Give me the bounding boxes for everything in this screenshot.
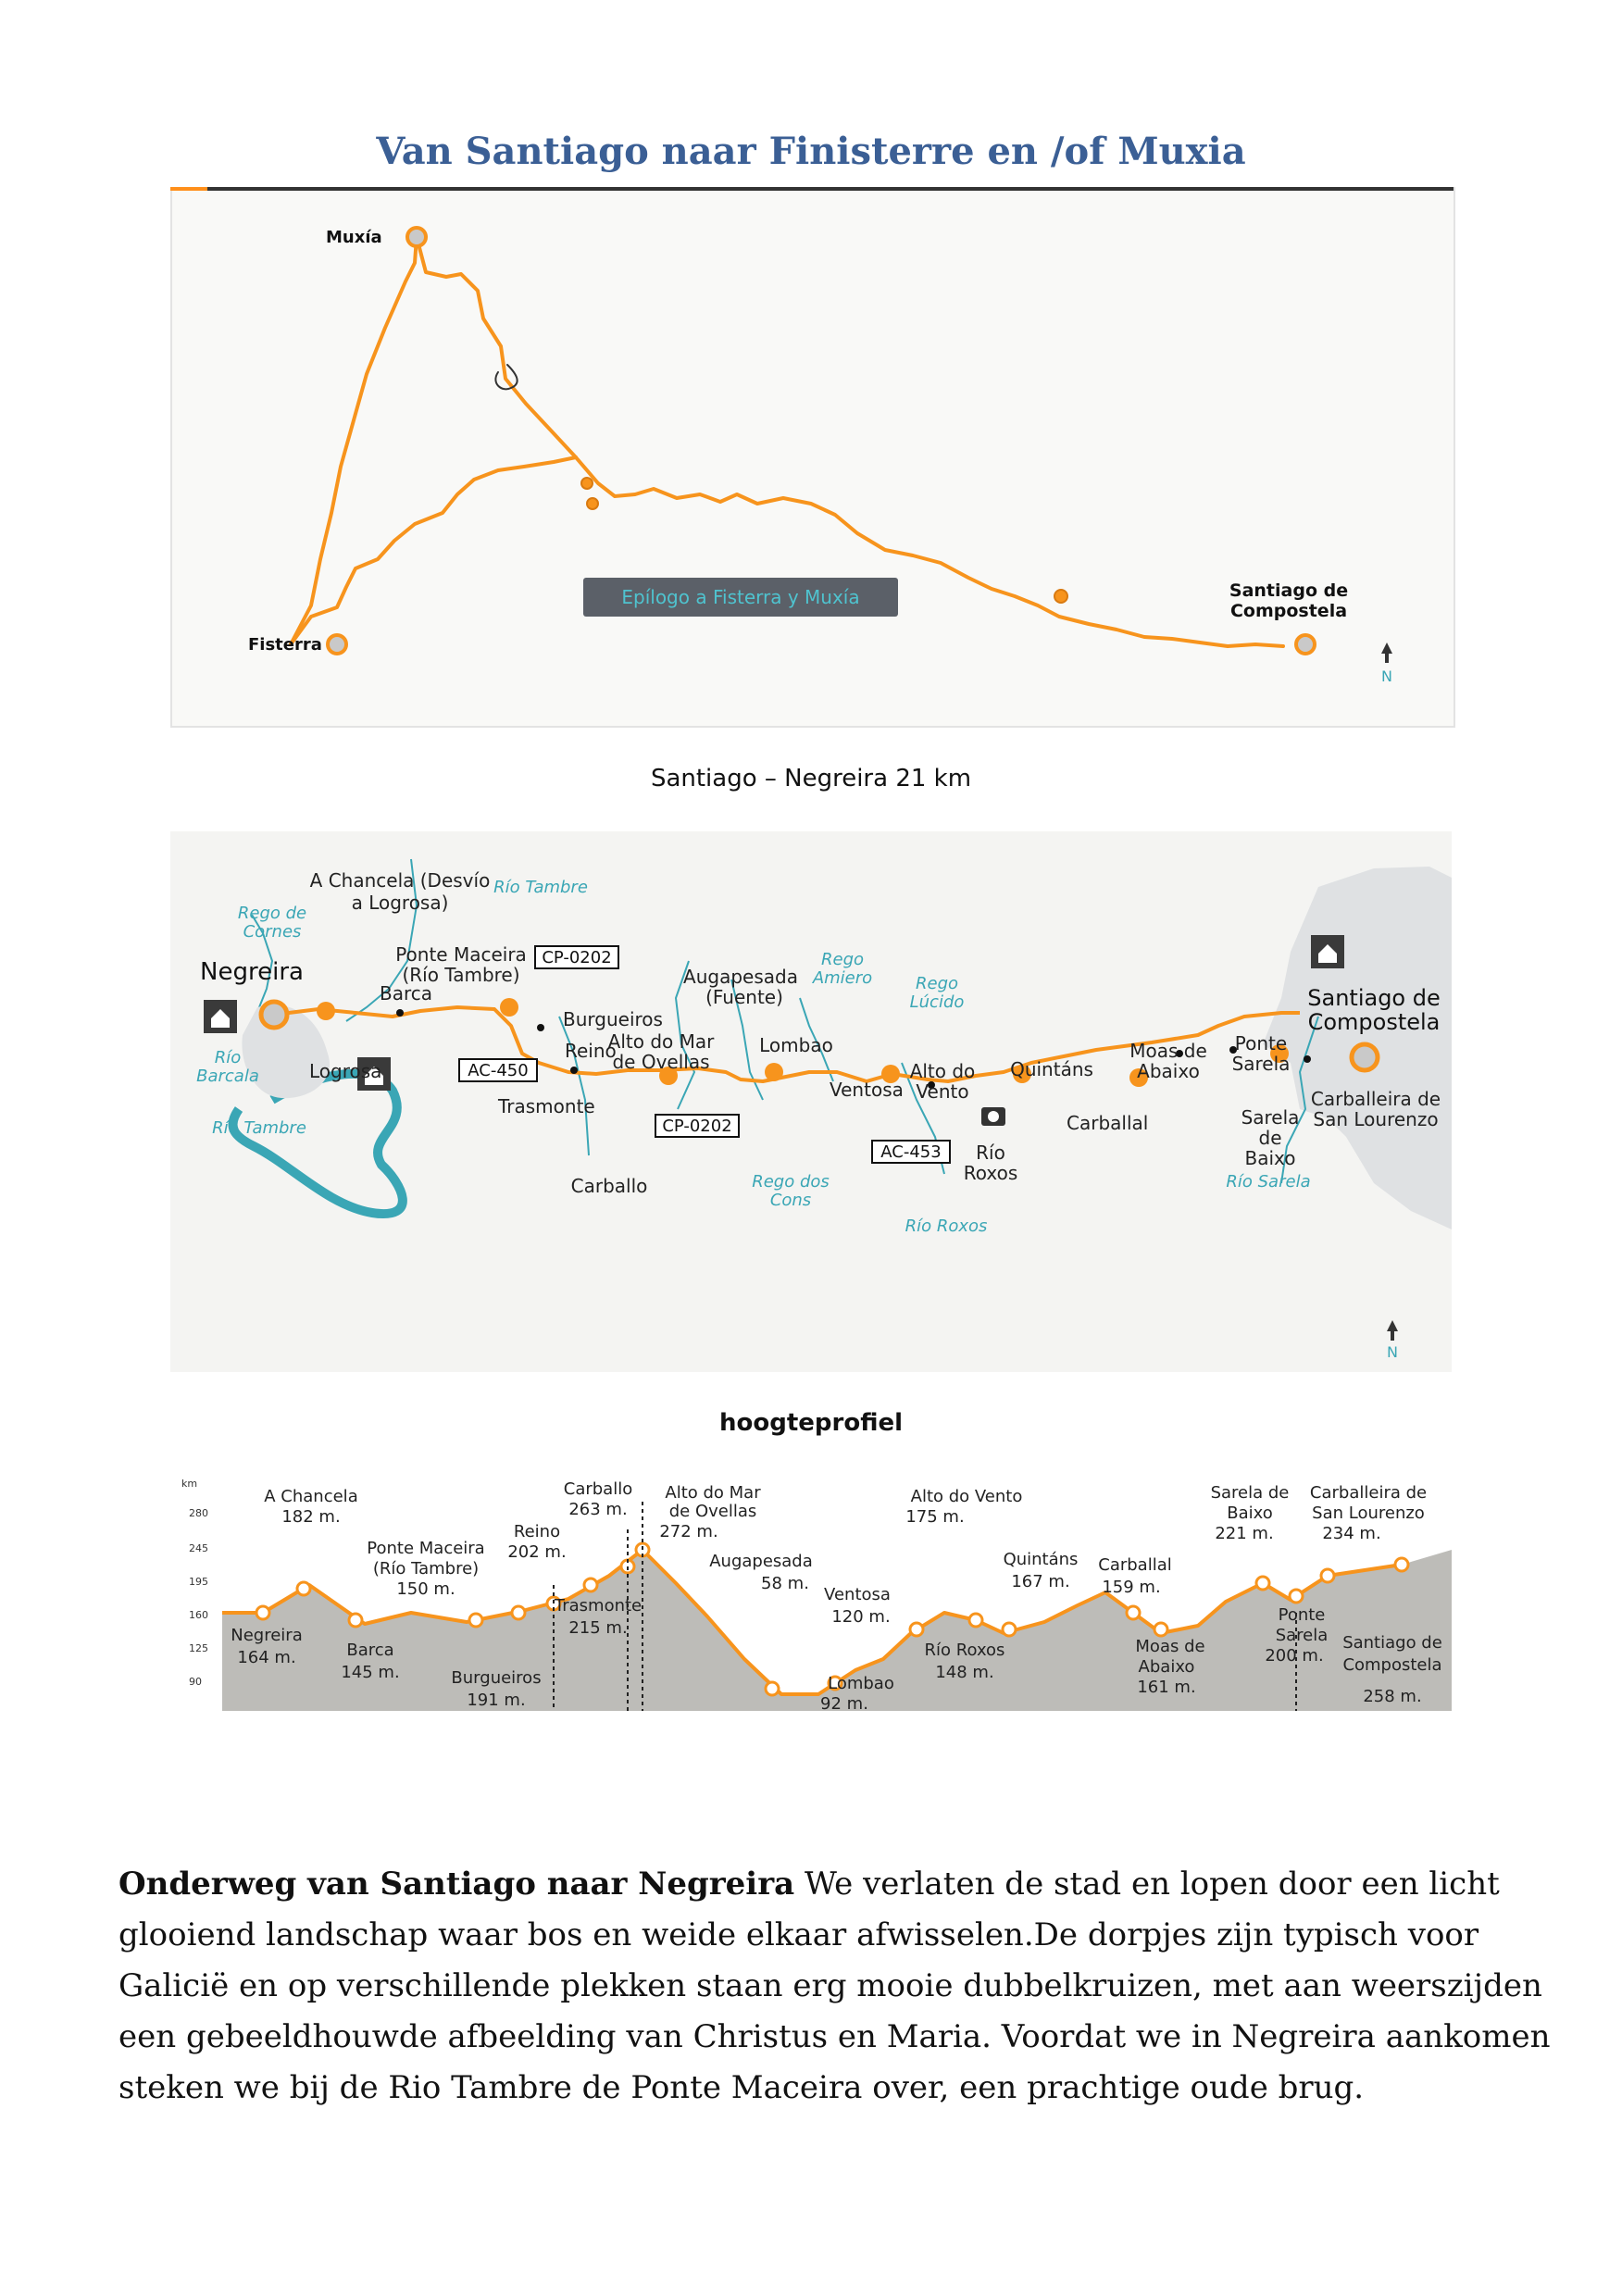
house-icon: [1311, 935, 1344, 968]
place-label: Trasmonte: [498, 1095, 595, 1117]
article-body: We verlaten de stad en lopen door een licht glooiend landschap waar bos en weide elkaar afwisselen.De dorpjes zijn typisch voor Galicië en op verschillende plekken staan erg mooie dubbelkruizen, met aan weerszijden een gebeeldhouwde afbeelding van Christus en Maria. Voordat we in Negreira aankomen steken we bij de Rio Tambre de Ponte Maceira over, een prachtige oude brug.: [119, 1866, 1551, 2106]
north-arrow-icon: [1387, 1320, 1398, 1361]
profile-label: 92 m.: [820, 1694, 868, 1711]
profile-point: [969, 1614, 982, 1627]
place-label: de Ovellas: [612, 1051, 710, 1073]
profile-label: Ponte Maceira: [367, 1539, 485, 1558]
profile-label: Trasmonte: [554, 1596, 643, 1616]
profile-label: A Chancela: [264, 1487, 358, 1506]
place-label: Lombao: [759, 1034, 833, 1056]
profile-point: [1321, 1569, 1334, 1582]
article-paragraph: [119, 1859, 1563, 2114]
profile-point: [1395, 1558, 1408, 1571]
profile-label: Lombao: [828, 1674, 894, 1693]
profile-point: [584, 1578, 597, 1591]
axis-tick: 160: [189, 1609, 208, 1621]
profile-label: de Ovellas: [668, 1502, 757, 1521]
river-label: Lúcido: [909, 992, 965, 1012]
axis-tick: 245: [189, 1542, 208, 1554]
river-label: Río Sarela: [1226, 1172, 1311, 1192]
santiago-label-1: Santiago de: [1229, 580, 1349, 601]
place-label: Quintáns: [1010, 1058, 1093, 1080]
profile-label: Negreira: [231, 1626, 303, 1645]
place-label: Augapesada: [683, 966, 798, 988]
rio-tambre: [232, 1074, 402, 1214]
place-label: Reino: [565, 1040, 617, 1062]
profile-point: [1127, 1606, 1140, 1619]
profile-label: Quintáns: [1003, 1550, 1079, 1569]
overview-map: [170, 187, 1455, 728]
profile-label: 234 m.: [1322, 1524, 1381, 1543]
profile-label: 167 m.: [1011, 1572, 1070, 1591]
road-label: AC-450: [468, 1061, 529, 1080]
profile-label: San Lourenzo: [1312, 1504, 1425, 1523]
river-label: Cornes: [243, 922, 302, 942]
place-label: Alto do Mar: [607, 1030, 715, 1053]
place-label: Negreira: [200, 958, 304, 986]
place-label: Santiago de: [1307, 985, 1441, 1011]
muxia-marker: [407, 228, 426, 246]
place-label: Sarela: [1231, 1053, 1291, 1075]
river-label: Río Tambre: [493, 878, 588, 897]
svg-text:N: N: [1381, 668, 1392, 685]
place-label: Alto do: [909, 1060, 976, 1082]
house-icon: [204, 1000, 237, 1033]
profile-label: Carballo: [563, 1479, 633, 1499]
profile-label: Río Roxos: [924, 1641, 1005, 1660]
profile-label: Alto do Mar: [665, 1483, 761, 1503]
profile-label: 182 m.: [281, 1507, 341, 1527]
profile-label: Alto do Vento: [910, 1487, 1023, 1506]
place-label: Burgueiros: [563, 1008, 663, 1030]
place-label: Carballal: [1067, 1112, 1149, 1134]
place-label: Ventosa: [830, 1079, 904, 1101]
river-label: Rego dos: [752, 1172, 830, 1192]
axis-tick: 195: [189, 1576, 208, 1588]
profile-point: [766, 1682, 779, 1695]
route-connector: [291, 457, 576, 644]
profile-label: (Río Tambre): [372, 1559, 480, 1578]
route-caption: Santiago – Negreira 21 km: [650, 765, 972, 792]
stage-stop: [317, 1002, 335, 1020]
profile-label: 263 m.: [568, 1500, 628, 1519]
waypoint-marker: [1054, 590, 1067, 603]
river-label: Rego de: [237, 904, 307, 923]
profile-label: Augapesada: [709, 1552, 813, 1571]
profile-point: [1256, 1577, 1269, 1590]
profile-point: [469, 1614, 482, 1627]
axis-tick: km: [181, 1478, 198, 1490]
stage-map: [170, 831, 1452, 1372]
road-label: CP-0202: [542, 948, 612, 967]
profile-label: 150 m.: [396, 1579, 455, 1599]
north-arrow-icon: [1381, 643, 1392, 685]
place-label: Compostela: [1307, 1009, 1441, 1035]
place-label: Barca: [380, 982, 433, 1004]
profile-label: 159 m.: [1102, 1578, 1161, 1597]
profile-label: Compostela: [1342, 1655, 1442, 1675]
muxia-label: Muxía: [326, 228, 382, 247]
stage-stop: [500, 998, 518, 1017]
place-label: Carballo: [570, 1175, 648, 1197]
waypoint-dot: [1304, 1055, 1311, 1063]
place-label: Baixo: [1244, 1147, 1296, 1169]
river-label: Rego: [820, 950, 865, 969]
page-title: Van Santiago naar Finisterre en /of Muxia: [376, 130, 1246, 173]
place-label: (Fuente): [705, 986, 783, 1008]
profile-label: Ponte: [1278, 1605, 1326, 1625]
negreira-marker: [261, 1002, 287, 1028]
place-label: Roxos: [963, 1162, 1018, 1184]
road-label: AC-453: [880, 1142, 942, 1162]
map-top-accent: [170, 187, 207, 191]
waypoint-dot: [537, 1024, 544, 1031]
profile-label: 161 m.: [1137, 1678, 1196, 1697]
stage-map-graphic: [170, 831, 1452, 1372]
river-label: Río Roxos: [905, 1217, 988, 1236]
profile-label: 272 m.: [659, 1522, 718, 1541]
profile-label: Carballeira de: [1309, 1483, 1428, 1503]
profile-label: Sarela de: [1210, 1483, 1290, 1503]
waypoint-dot: [396, 1009, 404, 1017]
profile-label: Moas de: [1135, 1637, 1205, 1656]
river-label: Barcala: [196, 1067, 259, 1086]
profile-label: 148 m.: [935, 1663, 994, 1682]
profile-label: Ventosa: [824, 1585, 891, 1604]
profile-point: [1003, 1623, 1016, 1636]
river-label: Amiero: [812, 968, 873, 988]
place-label: Ponte: [1234, 1032, 1288, 1054]
profile-point: [1154, 1623, 1167, 1636]
profile-label: 120 m.: [831, 1607, 891, 1627]
river-label: Rego: [915, 974, 959, 993]
elevation-profile-graphic: [170, 1474, 1452, 1711]
elevation-profile: [170, 1474, 1452, 1711]
place-label: Logrosa: [309, 1060, 382, 1082]
overview-map-graphic: [172, 189, 1454, 726]
profile-label: 164 m.: [237, 1648, 296, 1667]
profile-label: 145 m.: [341, 1663, 400, 1682]
profile-label: 221 m.: [1215, 1524, 1274, 1543]
profile-label: 191 m.: [467, 1691, 526, 1710]
profile-label: 175 m.: [905, 1507, 965, 1527]
camera-icon: [981, 1107, 1005, 1126]
profile-label: 58 m.: [761, 1574, 809, 1593]
profile-label: Santiago de: [1342, 1633, 1442, 1653]
profile-label: Sarela: [1275, 1626, 1329, 1645]
waypoint-marker: [581, 478, 593, 489]
profile-label: Abaixo: [1138, 1657, 1195, 1677]
santiago-marker: [1296, 635, 1315, 654]
profile-caption: hoogteprofiel: [718, 1409, 904, 1437]
river-label: Cons: [769, 1191, 812, 1210]
svg-text:N: N: [1387, 1343, 1398, 1361]
place-label: Carballeira de: [1310, 1088, 1441, 1110]
place-label: a Logrosa): [351, 892, 449, 914]
place-label: Vento: [916, 1080, 969, 1103]
place-label: Ponte Maceira: [395, 943, 527, 966]
river-label: Río: [214, 1048, 242, 1067]
profile-label: 258 m.: [1363, 1687, 1422, 1706]
waypoint-marker: [587, 498, 598, 509]
profile-label: 215 m.: [568, 1618, 628, 1638]
axis-tick: 125: [189, 1642, 208, 1654]
fisterra-marker: [328, 635, 346, 654]
profile-label: Burgueiros: [451, 1668, 542, 1688]
route-muxia-fisterra: [291, 237, 417, 644]
profile-label: Reino: [513, 1522, 561, 1541]
profile-label: Barca: [346, 1641, 394, 1660]
place-label: de: [1258, 1127, 1282, 1149]
place-label: Río: [976, 1142, 1005, 1164]
article-heading: Onderweg van Santiago naar Negreira: [119, 1866, 795, 1903]
profile-point: [297, 1582, 310, 1595]
profile-point: [349, 1614, 362, 1627]
banner-label: Epílogo a Fisterra y Muxía: [621, 586, 860, 608]
place-label: (Río Tambre): [402, 964, 520, 986]
profile-label: Carballal: [1098, 1555, 1172, 1575]
map-top-border: [170, 187, 1454, 191]
profile-label: 200 m.: [1265, 1646, 1324, 1666]
santiago-label-2: Compostela: [1229, 601, 1348, 621]
profile-point: [256, 1606, 269, 1619]
place-label: A Chancela (Desvío: [309, 869, 491, 892]
place-label: Moas de: [1129, 1040, 1207, 1062]
fisterra-label: Fisterra: [248, 635, 322, 655]
place-label: Abaixo: [1137, 1060, 1200, 1082]
place-label: Sarela: [1241, 1106, 1300, 1129]
profile-point: [512, 1606, 525, 1619]
axis-tick: 280: [189, 1507, 208, 1519]
profile-point: [910, 1623, 923, 1636]
profile-label: 202 m.: [507, 1542, 567, 1562]
waypoint-dot: [570, 1067, 578, 1074]
santiago-marker: [1352, 1044, 1378, 1070]
road-label: CP-0202: [662, 1117, 732, 1136]
profile-point: [1290, 1590, 1303, 1603]
river: [559, 1017, 589, 1155]
river-label: Río Tambre: [212, 1118, 306, 1138]
axis-tick: 90: [189, 1676, 202, 1688]
place-label: San Lourenzo: [1313, 1108, 1439, 1130]
stage-stop: [765, 1063, 783, 1081]
profile-label: Baixo: [1227, 1504, 1273, 1523]
